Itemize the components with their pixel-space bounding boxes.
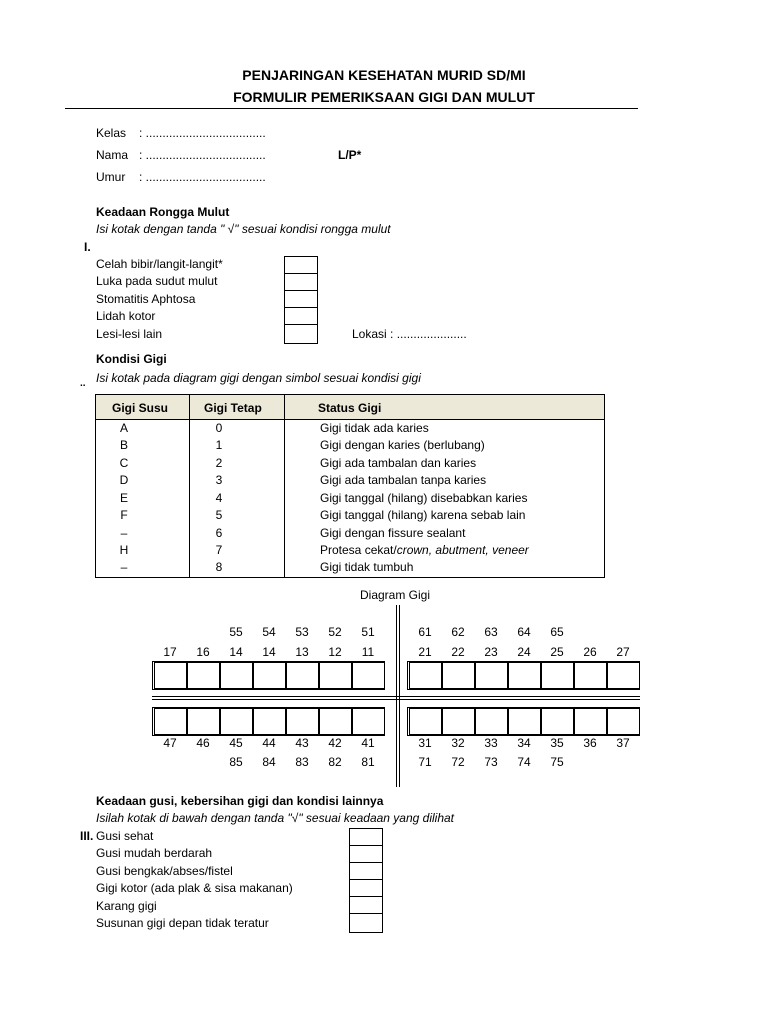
- tooth-number-upper-permanent: 21: [418, 645, 432, 659]
- checkbox-gusi-berdarah[interactable]: [349, 845, 383, 863]
- tooth-box[interactable]: [409, 708, 442, 735]
- form-title-line2: FORMULIR PEMERIKSAAN GIGI DAN MULUT: [233, 89, 535, 105]
- tooth-box[interactable]: [220, 662, 253, 689]
- table-divider-1: [189, 395, 190, 577]
- item-lidah-kotor: Lidah kotor: [96, 309, 156, 323]
- diagram-title: Diagram Gigi: [360, 588, 431, 602]
- tooth-box[interactable]: [541, 662, 574, 689]
- section2-instruction: Isi kotak pada diagram gigi dengan simbol sesuai kondisi gigi: [96, 371, 421, 385]
- tooth-box[interactable]: [319, 708, 352, 735]
- tooth-box[interactable]: [475, 662, 508, 689]
- tooth-number-upper-primary: 54: [262, 625, 276, 639]
- tooth-box[interactable]: [508, 708, 541, 735]
- cell-status: Gigi dengan fissure sealant: [320, 526, 466, 540]
- lokasi-field[interactable]: Lokasi : .....................: [352, 327, 467, 341]
- tooth-number-lower-primary: 84: [262, 755, 276, 769]
- tooth-number-lower-permanent: 43: [295, 736, 309, 750]
- cell-tetap: 8: [215, 560, 223, 574]
- tooth-number-lower-permanent: 33: [484, 736, 498, 750]
- tooth-number-lower-primary: 83: [295, 755, 309, 769]
- tooth-number-upper-primary: 64: [517, 625, 531, 639]
- cell-status: Gigi tanggal (hilang) disebabkan karies: [320, 491, 528, 505]
- section2-heading: Kondisi Gigi: [96, 352, 167, 366]
- umur-field[interactable]: : ....................................: [139, 170, 266, 184]
- tooth-number-upper-permanent: 22: [451, 645, 465, 659]
- tooth-box[interactable]: [286, 708, 319, 735]
- cell-status: Gigi tidak ada karies: [320, 421, 429, 435]
- cell-status-main: Protesa cekat/: [320, 543, 397, 557]
- cell-status-italic: crown, abutment, veneer: [396, 543, 529, 557]
- item-celah-bibir: Celah bibir/langit-langit*: [96, 257, 223, 271]
- section3-roman: III.: [80, 829, 94, 843]
- checkbox-susunan-gigi[interactable]: [349, 913, 383, 933]
- checkbox-lidah-kotor[interactable]: [284, 307, 318, 325]
- tooth-number-upper-primary: 61: [418, 625, 432, 639]
- item-karang-gigi: Karang gigi: [96, 899, 157, 913]
- tooth-box[interactable]: [319, 662, 352, 689]
- checkbox-gigi-kotor[interactable]: [349, 879, 383, 897]
- diagram-horizontal-line-1: [152, 696, 640, 697]
- section2-roman: ..: [80, 378, 86, 389]
- tooth-box[interactable]: [352, 708, 385, 735]
- cell-tetap: 6: [215, 526, 223, 540]
- cell-status: Gigi tidak tumbuh: [320, 560, 414, 574]
- header-gigi-susu: Gigi Susu: [112, 401, 169, 415]
- header-gigi-tetap: Gigi Tetap: [204, 401, 262, 415]
- cell-tetap: 0: [215, 421, 223, 435]
- tooth-box[interactable]: [409, 662, 442, 689]
- tooth-box[interactable]: [574, 662, 607, 689]
- tooth-number-lower-primary: 81: [361, 755, 375, 769]
- tooth-number-lower-permanent: 36: [583, 736, 597, 750]
- tooth-box[interactable]: [607, 708, 640, 735]
- cell-susu: A: [119, 421, 128, 435]
- item-susunan-gigi: Susunan gigi depan tidak teratur: [96, 916, 269, 930]
- tooth-number-lower-primary: 74: [517, 755, 531, 769]
- tooth-number-upper-permanent: 17: [163, 645, 177, 659]
- tooth-box[interactable]: [187, 662, 220, 689]
- section1-roman: I.: [84, 240, 91, 254]
- tooth-box[interactable]: [352, 662, 385, 689]
- tooth-number-lower-permanent: 32: [451, 736, 465, 750]
- tooth-box[interactable]: [253, 708, 286, 735]
- checkbox-karang-gigi[interactable]: [349, 896, 383, 914]
- tooth-box[interactable]: [508, 662, 541, 689]
- tooth-number-upper-permanent: 23: [484, 645, 498, 659]
- cell-susu: E: [119, 491, 128, 505]
- status-gigi-table: [95, 394, 605, 578]
- cell-susu: B: [119, 438, 128, 452]
- nama-label: Nama: [96, 148, 129, 162]
- cell-tetap: 3: [215, 473, 223, 487]
- tooth-box[interactable]: [220, 708, 253, 735]
- item-luka-sudut-mulut: Luka pada sudut mulut: [96, 274, 218, 288]
- cell-tetap: 2: [215, 456, 223, 470]
- cell-susu: C: [119, 456, 129, 470]
- cell-status: Gigi ada tambalan dan karies: [320, 456, 477, 470]
- tooth-number-lower-permanent: 34: [517, 736, 531, 750]
- cell-status: Gigi dengan karies (berlubang): [320, 438, 485, 452]
- item-gusi-bengkak: Gusi bengkak/abses/fistel: [96, 864, 233, 878]
- tooth-number-lower-primary: 71: [418, 755, 432, 769]
- tooth-box[interactable]: [154, 708, 187, 735]
- cell-tetap: 4: [215, 491, 223, 505]
- cell-status: Gigi tanggal (hilang) karena sebab lain: [320, 508, 526, 522]
- tooth-number-upper-primary: 52: [328, 625, 342, 639]
- section3-instruction: Isilah kotak di bawah dengan tanda "√" sesuai keadaan yang dilihat: [96, 811, 455, 825]
- diagram-horizontal-line-2: [152, 699, 640, 700]
- checkbox-luka-sudut-mulut[interactable]: [284, 273, 318, 291]
- kelas-field[interactable]: : ....................................: [139, 126, 266, 140]
- section1-heading: Keadaan Rongga Mulut: [96, 205, 230, 219]
- kelas-label: Kelas: [96, 126, 127, 140]
- tooth-number-upper-permanent: 11: [361, 645, 375, 659]
- tooth-box[interactable]: [442, 708, 475, 735]
- tooth-number-lower-primary: 72: [451, 755, 465, 769]
- tooth-number-lower-permanent: 37: [616, 736, 630, 750]
- tooth-number-upper-primary: 65: [550, 625, 564, 639]
- tooth-box[interactable]: [607, 662, 640, 689]
- tooth-number-lower-permanent: 44: [262, 736, 276, 750]
- tooth-number-upper-primary: 51: [361, 625, 375, 639]
- item-gusi-sehat: Gusi sehat: [96, 829, 154, 843]
- tooth-box[interactable]: [475, 708, 508, 735]
- tooth-number-lower-permanent: 45: [229, 736, 243, 750]
- table-divider-2: [284, 395, 285, 577]
- tooth-number-upper-primary: 53: [295, 625, 309, 639]
- cell-susu: H: [119, 543, 129, 557]
- tooth-box[interactable]: [442, 662, 475, 689]
- tooth-number-upper-permanent: 27: [616, 645, 630, 659]
- tooth-number-upper-permanent: 14: [262, 645, 276, 659]
- tooth-number-lower-permanent: 42: [328, 736, 342, 750]
- tooth-box[interactable]: [154, 662, 187, 689]
- tooth-box[interactable]: [187, 708, 220, 735]
- tooth-box[interactable]: [286, 662, 319, 689]
- tooth-number-upper-primary: 63: [484, 625, 498, 639]
- checkbox-gusi-bengkak[interactable]: [349, 862, 383, 880]
- cell-status: Gigi ada tambalan tanpa karies: [320, 473, 487, 487]
- cell-susu: –: [120, 526, 128, 540]
- tooth-number-lower-primary: 73: [484, 755, 498, 769]
- tooth-number-upper-permanent: 14: [229, 645, 243, 659]
- cell-tetap: 5: [215, 508, 223, 522]
- tooth-number-lower-permanent: 31: [418, 736, 432, 750]
- gender-label[interactable]: L/P*: [338, 148, 362, 162]
- cell-status: [320, 543, 529, 557]
- checkbox-stomatitis[interactable]: [284, 290, 318, 308]
- item-gigi-kotor: Gigi kotor (ada plak & sisa makanan): [96, 881, 293, 895]
- cell-tetap: 7: [215, 543, 223, 557]
- cell-susu: D: [119, 473, 129, 487]
- tooth-number-upper-permanent: 26: [583, 645, 597, 659]
- tooth-number-lower-primary: 75: [550, 755, 564, 769]
- tooth-number-lower-primary: 82: [328, 755, 342, 769]
- tooth-box[interactable]: [574, 708, 607, 735]
- cell-tetap: 1: [215, 438, 223, 452]
- cell-susu: F: [120, 508, 128, 522]
- tooth-number-upper-permanent: 24: [517, 645, 531, 659]
- umur-label: Umur: [96, 170, 126, 184]
- section1-instruction: Isi kotak dengan tanda " √" sesuai kondisi rongga mulut: [96, 222, 391, 236]
- tooth-number-lower-permanent: 46: [196, 736, 210, 750]
- tooth-number-upper-permanent: 12: [328, 645, 342, 659]
- checkbox-gusi-sehat[interactable]: [349, 828, 383, 846]
- tooth-number-lower-permanent: 47: [163, 736, 177, 750]
- tooth-number-upper-primary: 55: [229, 625, 243, 639]
- form-title-line1: PENJARINGAN KESEHATAN MURID SD/MI: [242, 67, 526, 83]
- tooth-number-upper-primary: 62: [451, 625, 465, 639]
- tooth-box[interactable]: [253, 662, 286, 689]
- tooth-number-upper-permanent: 13: [295, 645, 309, 659]
- header-status-gigi: Status Gigi: [318, 401, 382, 415]
- checkbox-lesi-lain[interactable]: [284, 324, 318, 344]
- tooth-number-upper-permanent: 25: [550, 645, 564, 659]
- tooth-number-lower-primary: 85: [229, 755, 243, 769]
- nama-field[interactable]: : ....................................: [139, 148, 266, 162]
- tooth-number-lower-permanent: 41: [361, 736, 375, 750]
- title-divider: [65, 108, 638, 109]
- tooth-box[interactable]: [541, 708, 574, 735]
- item-gusi-berdarah: Gusi mudah berdarah: [96, 846, 213, 860]
- checkbox-celah-bibir[interactable]: [284, 256, 318, 274]
- tooth-number-upper-permanent: 16: [196, 645, 210, 659]
- item-stomatitis: Stomatitis Aphtosa: [96, 292, 196, 306]
- section3-heading: Keadaan gusi, kebersihan gigi dan kondisi lainnya: [96, 794, 384, 808]
- item-lesi-lain: Lesi-lesi lain: [96, 327, 163, 341]
- cell-susu: –: [120, 560, 128, 574]
- tooth-number-lower-permanent: 35: [550, 736, 564, 750]
